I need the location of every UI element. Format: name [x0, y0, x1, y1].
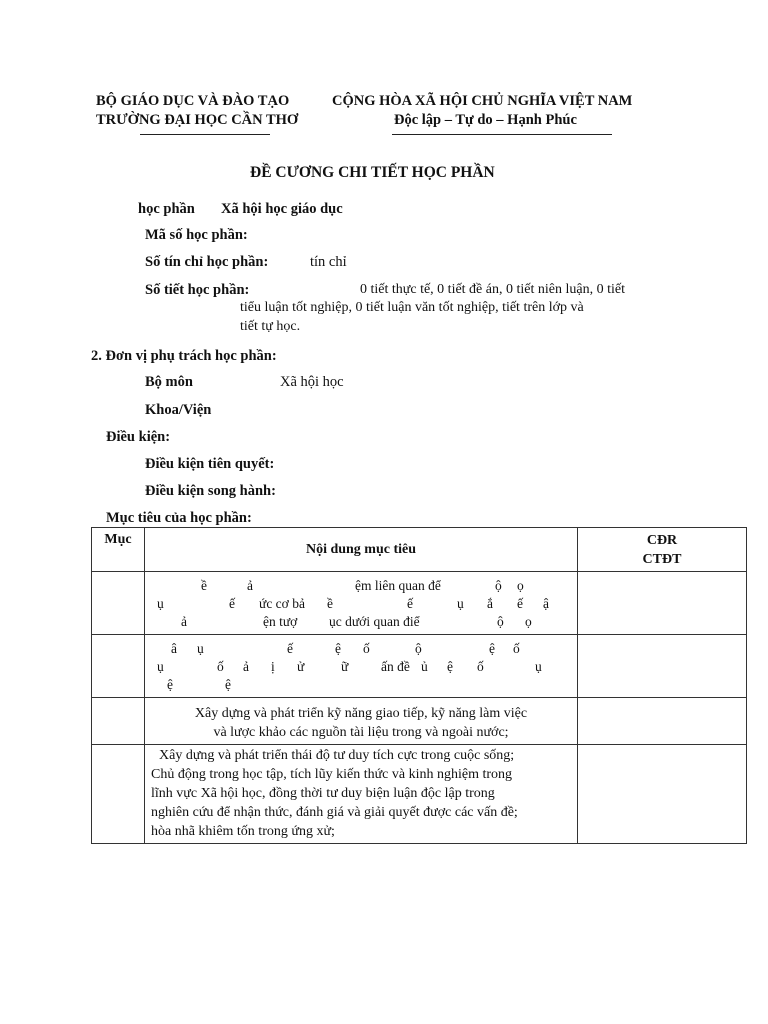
credits-label: Số tín chỉ học phần:	[145, 254, 269, 270]
table-row	[92, 572, 747, 635]
text-fragment: ệ	[489, 641, 495, 656]
text-fragment: ề	[327, 596, 333, 611]
republic-name: CỘNG HÒA XÃ HỘI CHỦ NGHĨA VIỆT NAM	[332, 93, 633, 109]
text-fragment: â	[171, 641, 177, 656]
row3-text-line: Xây dựng và phát triển kỹ năng giao tiếp, kỹ năng làm việc	[194, 706, 528, 721]
university-underline	[140, 134, 270, 135]
text-fragment: ế	[407, 596, 413, 611]
row2-fragmented-text	[145, 635, 577, 697]
text-fragment: ụ	[157, 596, 164, 611]
col-ctdt-label: CTĐT	[642, 551, 682, 567]
table-header-row	[92, 528, 747, 572]
row2-cdr-cell	[578, 635, 747, 698]
row1-content-cell	[145, 572, 578, 635]
coreq-label: Điều kiện song hành:	[145, 483, 276, 499]
text-fragment: ố	[513, 641, 520, 656]
text-fragment: ụ	[535, 659, 542, 674]
text-fragment: ả	[181, 614, 187, 629]
text-fragment: ố	[217, 659, 224, 674]
text-fragment: ủ	[421, 659, 428, 674]
col-content-header	[145, 528, 578, 572]
row1-cdr-cell	[578, 572, 747, 635]
course-name-label: học phần	[138, 201, 195, 217]
course-code-label: Mã số học phần:	[145, 227, 248, 243]
text-fragment: ả	[247, 578, 253, 593]
periods-line-3: tiết tự học.	[240, 319, 301, 334]
col-cdr-header	[578, 528, 747, 572]
text-fragment: ế	[229, 596, 235, 611]
motto: Độc lập – Tự do – Hạnh Phúc	[394, 112, 577, 128]
course-name-value: Xã hội học giáo dục	[221, 201, 343, 217]
row3-text-line: và lược khảo các nguồn tài liệu trong và ngoài nước;	[213, 725, 509, 740]
credits-value: tín chỉ	[310, 254, 347, 270]
text-fragment: ệ	[225, 677, 231, 692]
text-fragment: ả	[243, 659, 249, 674]
dept-label: Bộ môn	[145, 374, 193, 390]
unit-heading: 2. Đơn vị phụ trách học phần:	[91, 348, 277, 364]
text-fragment: ệ	[335, 641, 341, 656]
objectives-table	[91, 527, 747, 844]
ministry-name: BỘ GIÁO DỤC VÀ ĐÀO TẠO	[96, 93, 290, 109]
text-fragment: ộ	[495, 578, 502, 593]
row4-cdr-cell	[578, 745, 747, 844]
col-muc-label: Mục	[104, 532, 132, 547]
row4-text-line: hòa nhã khiêm tốn trong ứng xử;	[151, 824, 335, 839]
text-fragment: ức cơ bả	[259, 596, 305, 611]
page-title: ĐỀ CƯƠNG CHI TIẾT HỌC PHẦN	[250, 164, 495, 181]
text-fragment: ọ	[525, 614, 532, 629]
text-fragment: ế	[517, 596, 523, 611]
text-fragment: ị	[271, 659, 275, 674]
row2-muc-cell	[92, 635, 145, 698]
text-fragment: ử	[297, 659, 305, 674]
row4-text-line: nghiên cứu để nhận thức, đánh giá và giải quyết được các vấn đề;	[151, 805, 518, 820]
text-fragment: ộ	[415, 641, 422, 656]
text-fragment: ụ	[197, 641, 204, 656]
motto-underline	[392, 134, 612, 135]
objectives-heading: Mục tiêu của học phần:	[106, 510, 252, 526]
text-fragment: ệm liên quan để	[355, 578, 441, 593]
text-fragment: ện tượ	[263, 614, 298, 629]
text-fragment: ề	[201, 578, 207, 593]
row4-text-line: Xây dựng và phát triển thái độ tư duy tích cực trong cuộc sống;	[159, 748, 515, 763]
text-fragment: ụ	[457, 596, 464, 611]
row4-text-line: Chủ động trong học tập, tích lũy kiến thức và kinh nghiệm trong	[151, 767, 513, 782]
row3-content-cell	[145, 698, 578, 745]
text-fragment: ữ	[341, 659, 349, 674]
periods-line-1: 0 tiết thực tế, 0 tiết đề án, 0 tiết niên luận, 0 tiết	[360, 282, 625, 297]
row4-muc-cell	[92, 745, 145, 844]
periods-line-2: tiểu luận tốt nghiệp, 0 tiết luận văn tốt nghiệp, tiết trên lớp và	[240, 300, 584, 315]
row2-content-cell	[145, 635, 578, 698]
text-fragment: ậ	[543, 596, 549, 611]
row3-muc-cell	[92, 698, 145, 745]
faculty-label: Khoa/Viện	[145, 402, 212, 418]
col-content-label: Nội dung mục tiêu	[305, 541, 417, 557]
text-fragment: ụ	[157, 659, 164, 674]
text-fragment: ệ	[167, 677, 173, 692]
table-row	[92, 698, 747, 745]
table-row	[92, 635, 747, 698]
university-name: TRƯỜNG ĐẠI HỌC CẦN THƠ	[96, 112, 299, 128]
text-fragment: ấn đề	[381, 659, 410, 674]
text-fragment: ệ	[447, 659, 453, 674]
conditions-heading: Điều kiện:	[106, 429, 171, 445]
col-cdr-label: CĐR	[646, 532, 678, 548]
col-muc-header	[92, 528, 145, 572]
table-row	[92, 745, 747, 844]
row1-fragmented-text	[145, 572, 577, 634]
row4-text-line: lĩnh vực Xã hội học, đồng thời tư duy biện luận độc lập trong	[151, 786, 495, 801]
periods-label: Số tiết học phần:	[145, 282, 250, 298]
text-fragment: ọ	[517, 578, 524, 593]
dept-value: Xã hội học	[280, 374, 344, 390]
text-fragment: ộ	[497, 614, 504, 629]
prereq-label: Điều kiện tiên quyết:	[145, 456, 275, 472]
row4-content-cell	[145, 745, 578, 844]
text-fragment: ục dưới quan điể	[329, 614, 420, 629]
text-fragment: ắ	[487, 596, 493, 611]
text-fragment: ố	[477, 659, 484, 674]
text-fragment: ế	[287, 641, 293, 656]
row1-muc-cell	[92, 572, 145, 635]
row3-cdr-cell	[578, 698, 747, 745]
text-fragment: ố	[363, 641, 370, 656]
